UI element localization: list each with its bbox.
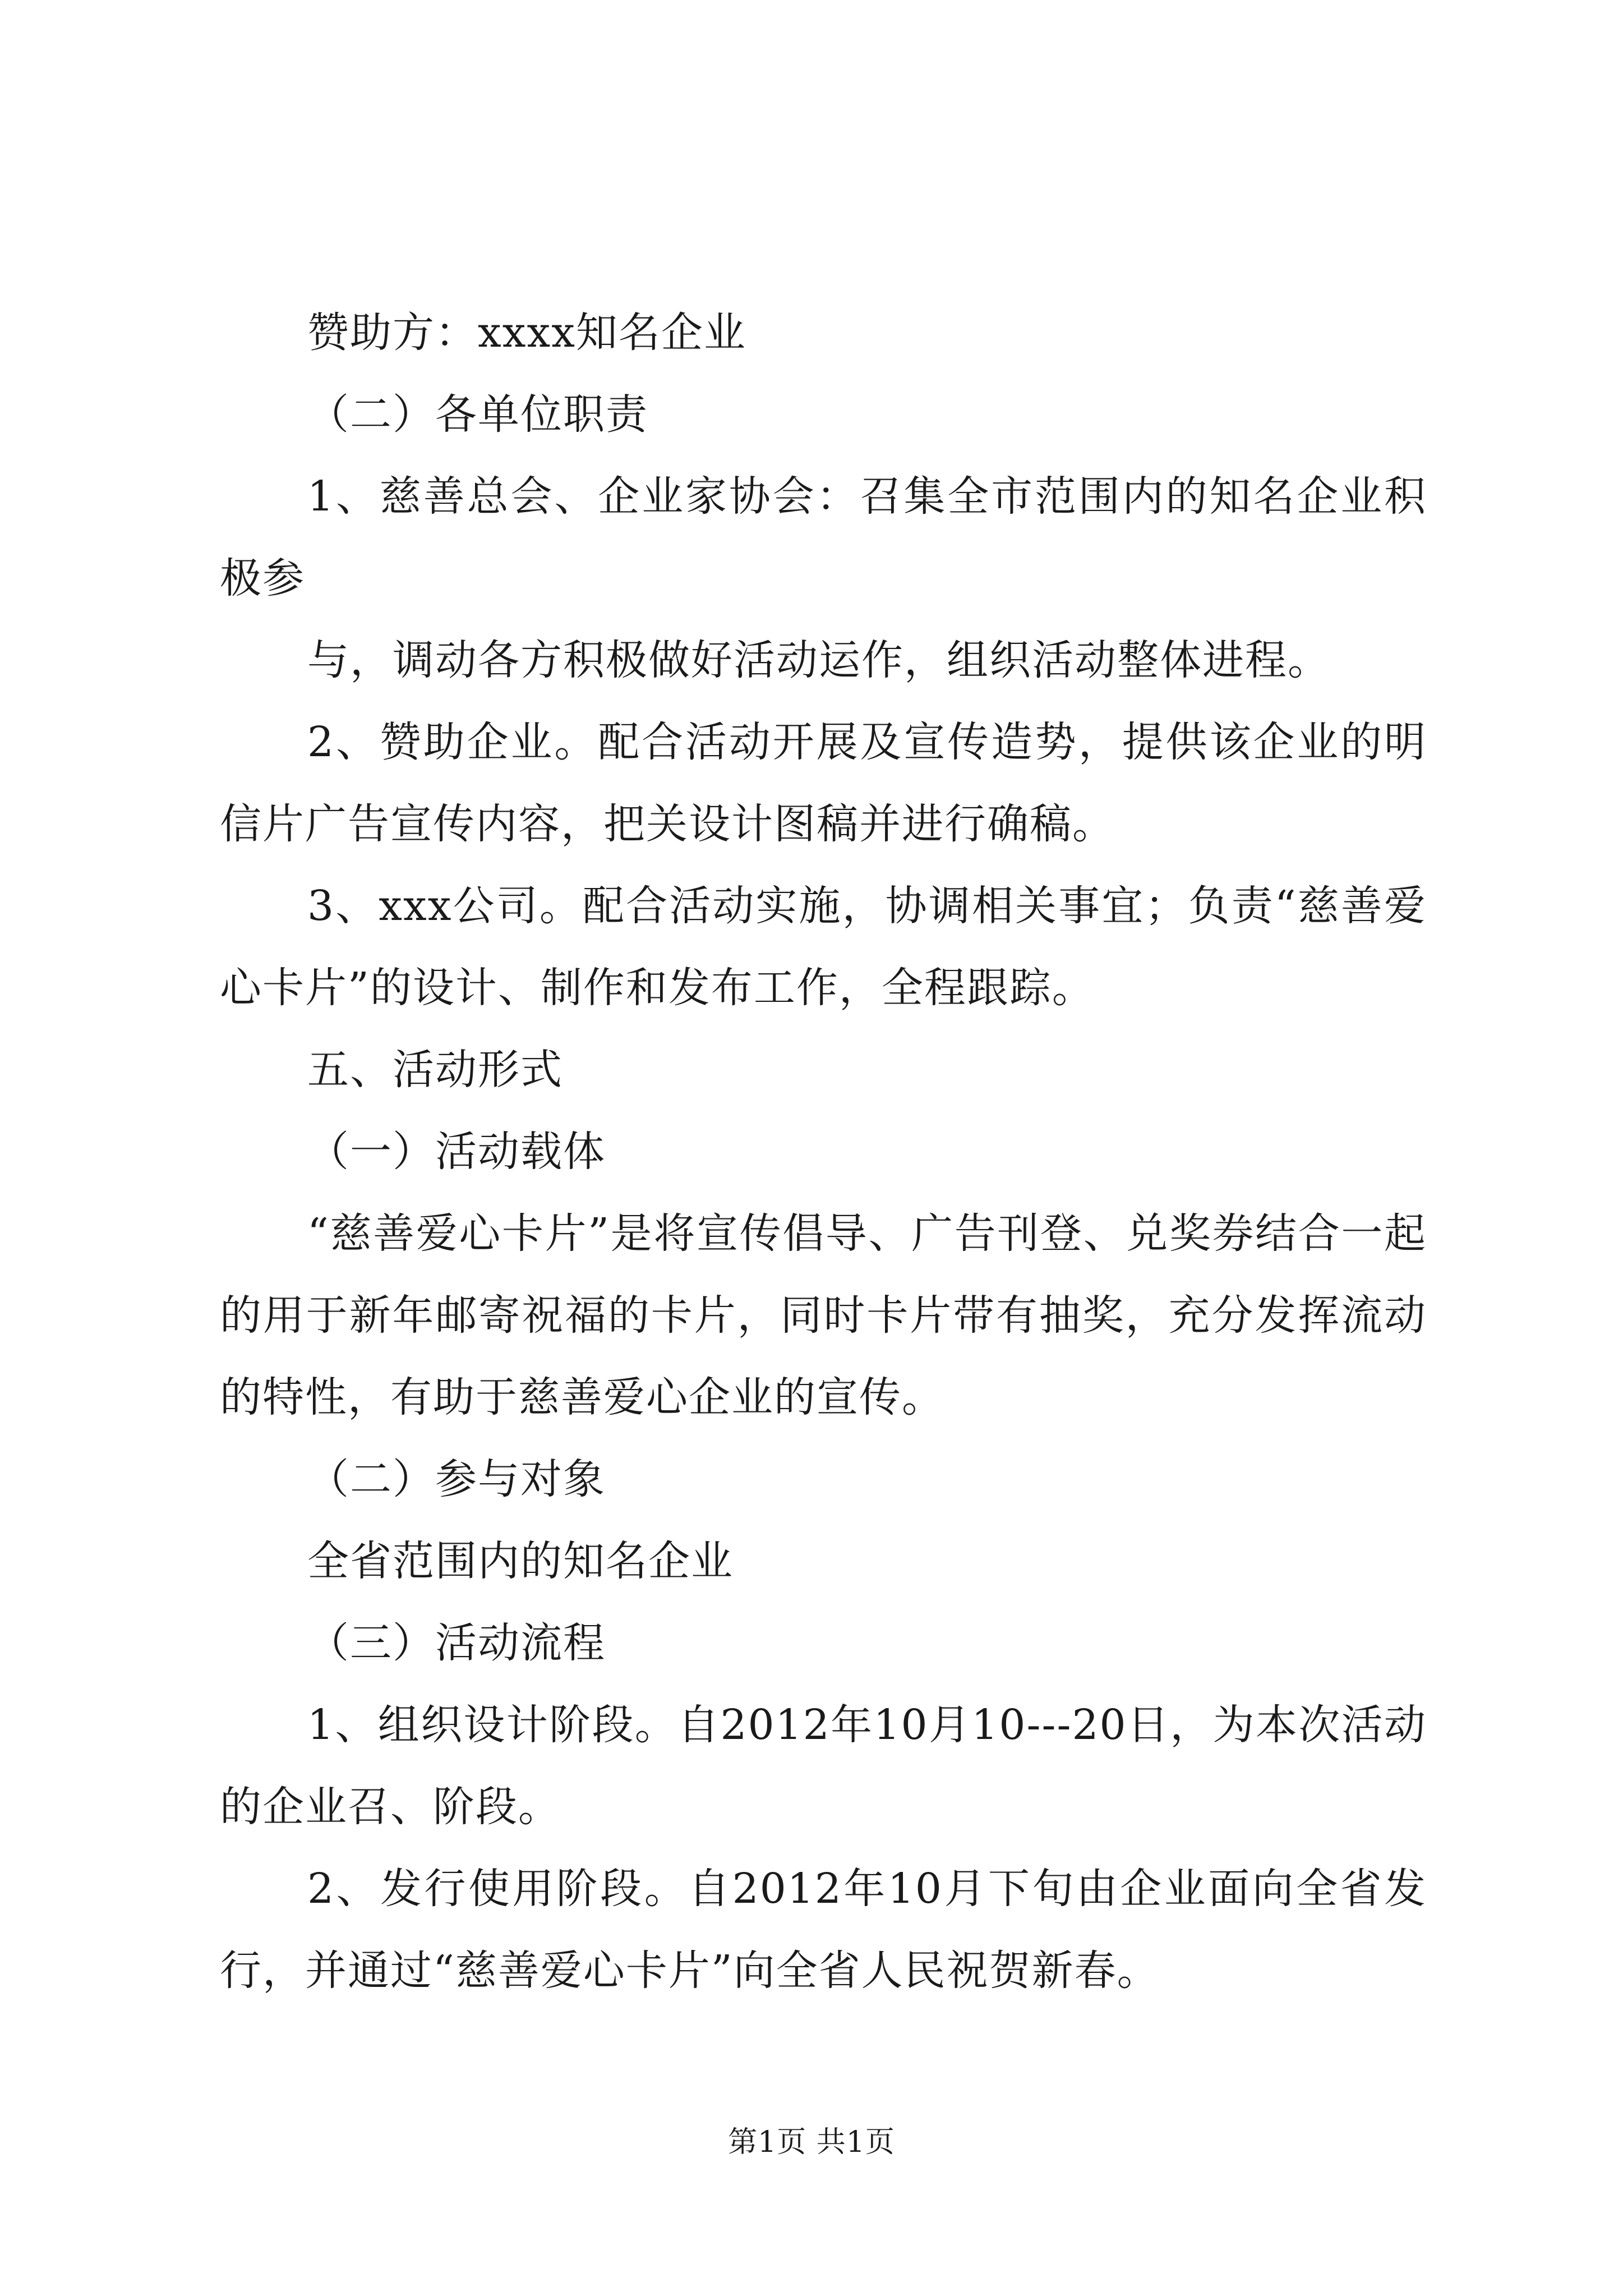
sponsor-line: 赞助方：xxxx知名企业 [307,309,746,357]
process-step-2: 2、发行使用阶段。自2012年10月下旬由企业面向全省发行，并通过“慈善爱心卡片”向全省人民祝贺新春。 [220,1865,1427,1995]
carrier-description: “慈善爱心卡片”是将宣传倡导、广告刊登、兑奖券结合一起的用于新年邮寄祝福的卡片，同时卡片带有抽奖，充分发挥流动的特性，有助于慈善爱心企业的宣传。 [220,1209,1427,1421]
document-body [220,292,1427,2012]
subsection-heading-process: （三）活动流程 [307,1619,606,1667]
subsection-heading-participants: （二）参与对象 [307,1455,606,1503]
participants-description: 全省范围内的知名企业 [307,1537,734,1585]
section-heading-activity-form: 五、活动形式 [307,1046,563,1094]
responsibility-item-3: 3、xxx公司。配合活动实施，协调相关事宜；负责“慈善爱心卡片”的设计、制作和发布工作，全程跟踪。 [220,882,1427,1012]
section-heading-responsibilities: （二）各单位职责 [307,390,648,439]
process-step-1: 1、组织设计阶段。自2012年10月10---20日，为本次活动的企业召、阶段。 [220,1701,1427,1831]
page-footer: 第1页 共1页 [728,2125,895,2159]
subsection-heading-carrier: （一）活动载体 [307,1128,606,1176]
responsibility-item-1: 1、慈善总会、企业家协会：召集全市范围内的知名企业积极参 [220,472,1427,602]
responsibility-item-1-continued: 与，调动各方积极做好活动运作，组织活动整体进程。 [307,636,1330,684]
responsibility-item-2: 2、赞助企业。配合活动开展及宣传造势，提供该企业的明信片广告宣传内容，把关设计图稿并进行确稿。 [220,718,1427,848]
